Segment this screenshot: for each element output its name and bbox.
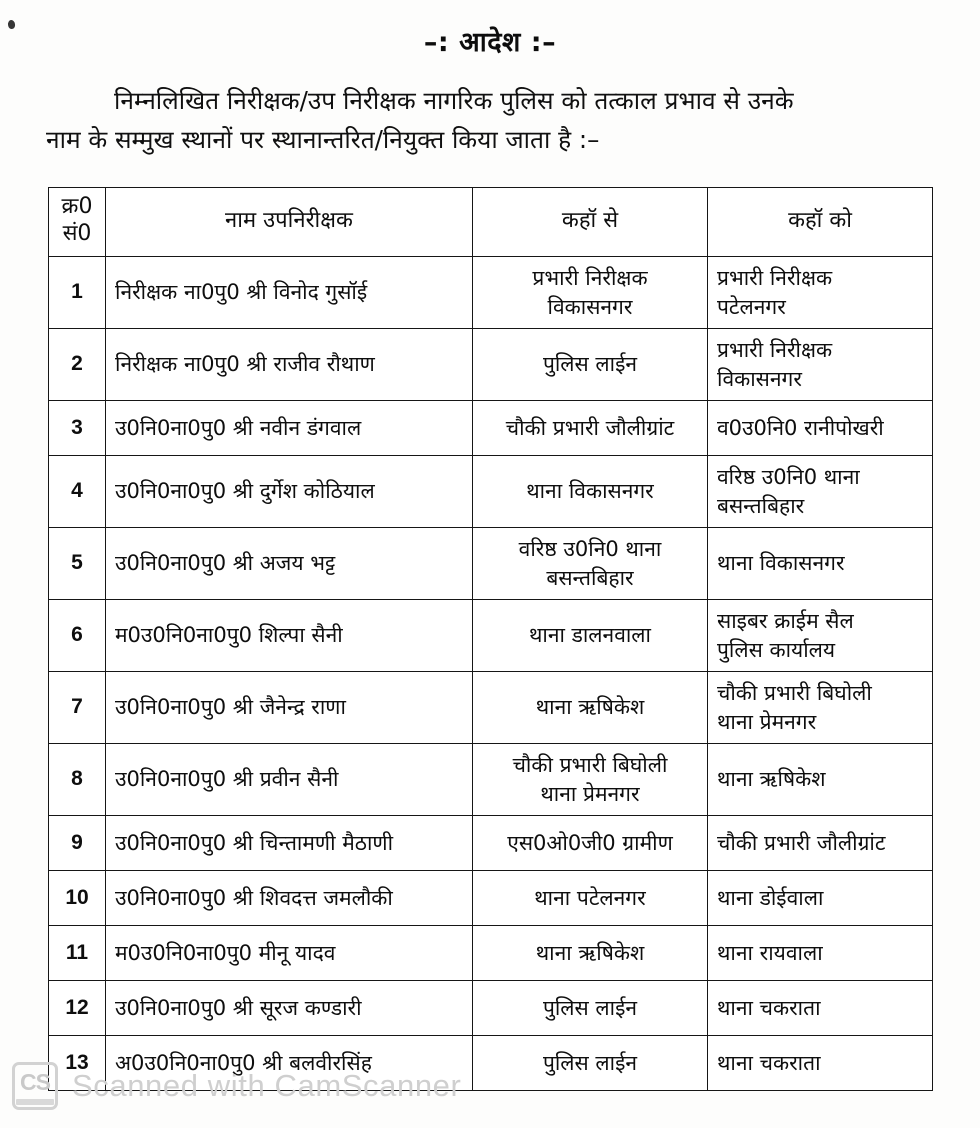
cell-posting-from-line: पुलिस लाईन — [542, 1050, 638, 1075]
cell-posting-from — [473, 744, 708, 816]
cell-posting-to — [708, 871, 933, 926]
cell-officer-name: उ0नि0ना0पु0 श्री नवीन डंगवाल — [106, 401, 473, 456]
cell-serial-number: 1 — [49, 257, 106, 329]
cell-posting-to-line: थाना ऋषिकेश — [717, 767, 826, 792]
cell-posting-to — [708, 926, 933, 981]
cell-posting-from-line: थाना डालनवाला — [529, 623, 651, 648]
table-row — [49, 257, 933, 329]
cell-posting-to-line: थाना चकराता — [717, 995, 821, 1020]
cell-serial-number: 8 — [49, 744, 106, 816]
cell-officer-name: उ0नि0ना0पु0 श्री प्रवीन सैनी — [106, 744, 473, 816]
cell-posting-from-line: प्रभारी निरीक्षक — [532, 266, 648, 291]
cell-posting-to — [708, 981, 933, 1036]
cell-serial-number: 9 — [49, 816, 106, 871]
cell-posting-to-line: थाना चकराता — [717, 1050, 821, 1075]
cell-posting-from — [473, 600, 708, 672]
cell-serial-number: 2 — [49, 329, 106, 401]
cell-officer-name: म0उ0नि0ना0पु0 शिल्पा सैनी — [106, 600, 473, 672]
cell-serial-number: 10 — [49, 871, 106, 926]
table-header-row — [49, 188, 933, 257]
cell-posting-from — [473, 1036, 708, 1091]
cell-posting-to — [708, 456, 933, 528]
cell-officer-name: निरीक्षक ना0पु0 श्री विनोद गुसॉई — [106, 257, 473, 329]
page-title-text: –: आदेश :– — [423, 27, 557, 58]
table-row — [49, 744, 933, 816]
table-row — [49, 329, 933, 401]
cell-posting-from-line: विकासनगर — [547, 294, 633, 319]
cell-posting-to-line: थाना डोईवाला — [717, 885, 824, 910]
cell-officer-name: उ0नि0ना0पु0 श्री शिवदत्त जमलौकी — [106, 871, 473, 926]
table-row — [49, 600, 933, 672]
cell-posting-to — [708, 600, 933, 672]
camscanner-logo-text: CS — [20, 1069, 50, 1095]
cell-serial-number: 5 — [49, 528, 106, 600]
cell-posting-to — [708, 744, 933, 816]
cell-serial-number: 12 — [49, 981, 106, 1036]
cell-posting-from — [473, 816, 708, 871]
cell-posting-to — [708, 672, 933, 744]
cell-serial-number: 4 — [49, 456, 106, 528]
cell-officer-name: उ0नि0ना0पु0 श्री चिन्तामणी मैठाणी — [106, 816, 473, 871]
table-row — [49, 528, 933, 600]
cell-posting-to-line: प्रभारी निरीक्षक — [717, 266, 833, 291]
cell-posting-to-line: चौकी प्रभारी जौलीग्रांट — [717, 830, 886, 855]
table-row — [49, 816, 933, 871]
cell-posting-to-line: चौकी प्रभारी बिघोली — [717, 681, 872, 706]
cell-officer-name: उ0नि0ना0पु0 श्री जैनेन्द्र राणा — [106, 672, 473, 744]
cell-posting-to-line: थाना रायवाला — [717, 940, 823, 965]
intro-paragraph — [46, 82, 936, 159]
table-row — [49, 926, 933, 981]
cell-posting-from-line: चौकी प्रभारी जौलीग्रांट — [505, 415, 675, 440]
cell-serial-number: 6 — [49, 600, 106, 672]
cell-officer-name: उ0नि0ना0पु0 श्री दुर्गेश कोठियाल — [106, 456, 473, 528]
cell-posting-to — [708, 1036, 933, 1091]
cell-posting-to — [708, 528, 933, 600]
cell-posting-from-line: थाना प्रेमनगर — [540, 781, 640, 806]
cell-posting-to — [708, 257, 933, 329]
camscanner-watermark-text: Scanned with CamScanner — [72, 1068, 462, 1103]
table-row — [49, 871, 933, 926]
camscanner-watermark — [12, 1062, 461, 1110]
transfer-order-table-container — [48, 187, 932, 1091]
cell-officer-name: उ0नि0ना0पु0 श्री अजय भट्ट — [106, 528, 473, 600]
cell-posting-to-line: थाना विकासनगर — [717, 551, 845, 576]
cell-posting-from-line: थाना पटेलनगर — [534, 885, 646, 910]
cell-posting-from-line: थाना ऋषिकेश — [535, 940, 645, 965]
cell-officer-name: म0उ0नि0ना0पु0 मीनू यादव — [106, 926, 473, 981]
page-title — [0, 22, 980, 59]
column-header-serial-number-line1: क्र0 — [61, 194, 93, 220]
table-row — [49, 672, 933, 744]
cell-serial-number: 11 — [49, 926, 106, 981]
cell-posting-to-line: व0उ0नि0 रानीपोखरी — [717, 415, 884, 440]
cell-posting-from — [473, 672, 708, 744]
cell-posting-from-line: थाना विकासनगर — [526, 479, 654, 504]
column-header-serial-number-line2: सं0 — [62, 221, 92, 246]
transfer-order-table — [48, 187, 933, 1091]
cell-posting-to — [708, 401, 933, 456]
cell-posting-to-line: बसन्तबिहार — [717, 493, 805, 518]
cell-posting-from — [473, 401, 708, 456]
cell-posting-from-line: पुलिस लाईन — [542, 352, 638, 377]
cell-posting-from-line: बसन्तबिहार — [546, 565, 634, 590]
table-body — [49, 257, 933, 1091]
cell-officer-name: उ0नि0ना0पु0 श्री सूरज कण्डारी — [106, 981, 473, 1036]
column-header-name: नाम उपनिरीक्षक — [106, 188, 473, 257]
table-row — [49, 981, 933, 1036]
table-row — [49, 456, 933, 528]
intro-line-2: नाम के सम्मुख स्थानों पर स्थानान्तरित/नियुक्त किया जाता है :– — [46, 124, 600, 154]
cell-posting-to — [708, 816, 933, 871]
cell-serial-number: 13 — [49, 1036, 106, 1091]
cell-posting-from-line: चौकी प्रभारी बिघोली — [512, 753, 668, 778]
cell-serial-number: 3 — [49, 401, 106, 456]
intro-line-1: निम्नलिखित निरीक्षक/उप निरीक्षक नागरिक पुलिस को तत्काल प्रभाव से उनके — [114, 86, 794, 115]
cell-posting-to-line: थाना प्रेमनगर — [717, 709, 817, 734]
cell-posting-from — [473, 981, 708, 1036]
table-header — [49, 188, 933, 257]
cell-posting-from-line: थाना ऋषिकेश — [535, 695, 645, 720]
cell-posting-from-line: एस0ओ0जी0 ग्रामीण — [507, 830, 673, 855]
cell-posting-from — [473, 329, 708, 401]
cell-posting-to — [708, 329, 933, 401]
cell-officer-name: निरीक्षक ना0पु0 श्री राजीव रौथाण — [106, 329, 473, 401]
column-header-to: कहॉ को — [708, 188, 933, 257]
cell-posting-to-line: पटेलनगर — [717, 294, 786, 319]
cell-posting-to-line: वरिष्ठ उ0नि0 थाना — [717, 465, 860, 490]
column-header-serial-number — [49, 188, 106, 257]
cell-serial-number: 7 — [49, 672, 106, 744]
cell-posting-from — [473, 257, 708, 329]
camscanner-logo-base — [16, 1099, 54, 1105]
cell-posting-to-line: पुलिस कार्यालय — [717, 637, 836, 662]
cell-posting-from — [473, 456, 708, 528]
cell-posting-from — [473, 528, 708, 600]
column-header-from: कहॉ से — [473, 188, 708, 257]
cell-posting-from-line: पुलिस लाईन — [542, 995, 638, 1020]
cell-posting-from — [473, 926, 708, 981]
cell-officer-name: अ0उ0नि0ना0पु0 श्री बलवीरसिंह — [106, 1036, 473, 1091]
camscanner-logo-icon — [12, 1062, 58, 1110]
cell-posting-from-line: वरिष्ठ उ0नि0 थाना — [518, 537, 662, 562]
table-row — [49, 401, 933, 456]
cell-posting-to-line: साइबर क्राईम सैल — [717, 609, 854, 634]
cell-posting-to-line: प्रभारी निरीक्षक — [717, 338, 833, 363]
cell-posting-to-line: विकासनगर — [717, 366, 802, 391]
cell-posting-from — [473, 871, 708, 926]
